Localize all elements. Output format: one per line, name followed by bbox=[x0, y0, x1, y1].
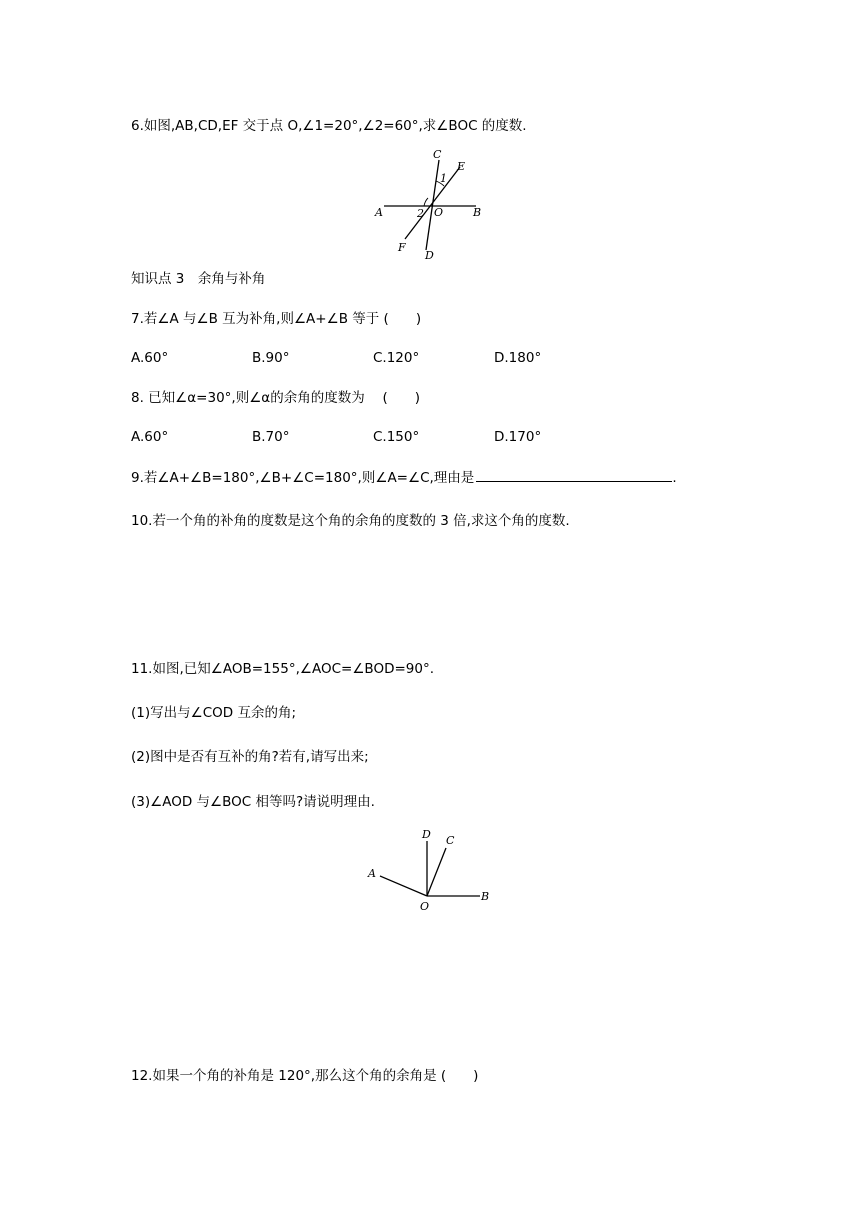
q8-option-c: C.150° bbox=[373, 429, 420, 445]
ray-oc bbox=[427, 848, 446, 896]
q9-text: 9.若∠A+∠B=180°,∠B+∠C=180°,则∠A=∠C,理由是 bbox=[131, 470, 475, 486]
angle-2-arc bbox=[424, 198, 428, 206]
ray-oa bbox=[380, 876, 427, 896]
angle-2-label: 2 bbox=[417, 207, 424, 220]
q12-text: 12.如果一个角的补角是 120°,那么这个角的余角是 ( ) bbox=[131, 1068, 479, 1084]
q7-option-a: A.60° bbox=[131, 350, 169, 366]
q6-text: 6.如图,AB,CD,EF 交于点 O,∠1=20°,∠2=60°,求∠BOC 的度数. bbox=[131, 118, 527, 134]
q6-figure bbox=[370, 145, 490, 265]
label-b: B bbox=[473, 206, 482, 219]
q11-figure bbox=[360, 822, 500, 917]
label-d: D bbox=[425, 249, 434, 262]
line-ef bbox=[405, 167, 460, 239]
q8-text: 8. 已知∠α=30°,则∠α的余角的度数为 ( ) bbox=[131, 390, 421, 406]
label-a: A bbox=[368, 867, 376, 880]
label-a: A bbox=[375, 206, 383, 219]
q8-option-d: D.170° bbox=[494, 429, 542, 445]
q7-text: 7.若∠A 与∠B 互为补角,则∠A+∠B 等于 ( ) bbox=[131, 311, 422, 327]
label-b: B bbox=[481, 890, 490, 903]
q9-answer-blank[interactable] bbox=[476, 468, 672, 482]
q10-text: 10.若一个角的补角的度数是这个角的余角的度数的 3 倍,求这个角的度数. bbox=[131, 513, 570, 529]
q8-option-b: B.70° bbox=[252, 429, 290, 445]
q11-text: 11.如图,已知∠AOB=155°,∠AOC=∠BOD=90°. bbox=[131, 661, 435, 677]
q11-sub1: (1)写出与∠COD 互余的角; bbox=[131, 705, 297, 721]
line-cd bbox=[426, 160, 439, 250]
label-e: E bbox=[457, 160, 466, 173]
q11-sub3: (3)∠AOD 与∠BOC 相等吗?请说明理由. bbox=[131, 794, 375, 810]
q7-option-d: D.180° bbox=[494, 350, 542, 366]
label-f: F bbox=[398, 241, 406, 254]
section-heading: 知识点 3 余角与补角 bbox=[131, 271, 266, 287]
q11-sub2: (2)图中是否有互补的角?若有,请写出来; bbox=[131, 749, 369, 765]
label-c: C bbox=[433, 148, 442, 161]
label-o: O bbox=[420, 900, 430, 913]
q7-option-c: C.120° bbox=[373, 350, 420, 366]
label-o: O bbox=[434, 206, 444, 219]
q9-line bbox=[131, 468, 677, 487]
label-c: C bbox=[446, 834, 455, 847]
q8-option-a: A.60° bbox=[131, 429, 169, 445]
q7-option-b: B.90° bbox=[252, 350, 290, 366]
angle-1-label: 1 bbox=[440, 172, 447, 185]
label-d: D bbox=[422, 828, 431, 841]
q9-end: . bbox=[672, 470, 677, 486]
